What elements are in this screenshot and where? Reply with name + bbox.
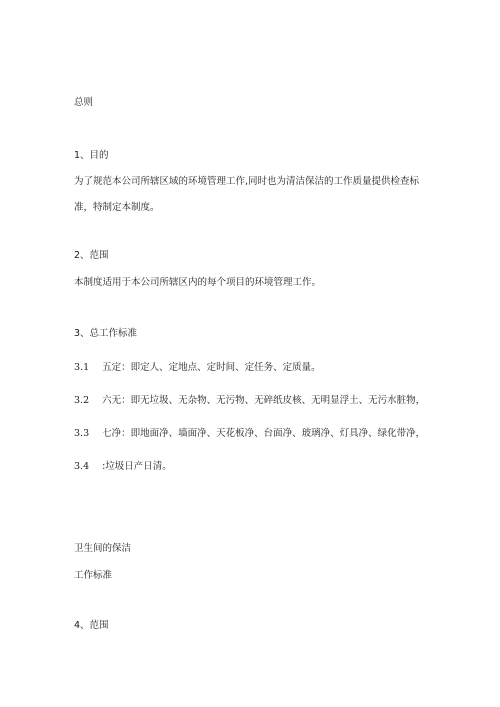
list-item-number: 3.3 [74,428,90,439]
list-item [74,363,321,373]
list-item-number: 3.4 [74,461,90,472]
list-item-number: 3.2 [74,395,90,406]
list-item [74,462,172,472]
heading-general: 总则 [74,97,94,108]
work-standard-heading: 工作标准 [74,570,113,581]
section-1-paragraph-line-2: 准，特制定本制度。 [74,202,160,213]
section-1-paragraph-line-1: 为了规范本公司所辖区域的环境管理工作,同时也为清洁保洁的工作质量提供检查标 [74,176,420,187]
list-item-text: :垃圾日产日清。 [102,461,172,472]
list-item [74,429,425,439]
list-item-number: 3.1 [74,362,90,373]
section-1-title: 1、目的 [74,150,109,161]
list-item-text: 六无：即无垃圾、无杂物、无污物、无碎纸皮核、无明显浮土、无污水脏物， [102,395,426,406]
list-item-text: 五定：即定人、定地点、定时间、定任务、定质量。 [102,362,321,373]
section-2-title: 2、范围 [74,250,109,261]
list-item-text: 七净：即地面净、墙面净、天花板净、台面净、玻璃净、灯具净、绿化带净， [102,428,426,439]
section-3-title: 3、总工作标准 [74,328,138,339]
toilet-cleaning-heading: 卫生间的保洁 [74,543,132,554]
section-4-title: 4、范围 [74,620,109,631]
list-item [74,396,425,406]
section-2-paragraph: 本制度适用于本公司所辖区内的每个项目的环境管理工作。 [74,277,322,288]
